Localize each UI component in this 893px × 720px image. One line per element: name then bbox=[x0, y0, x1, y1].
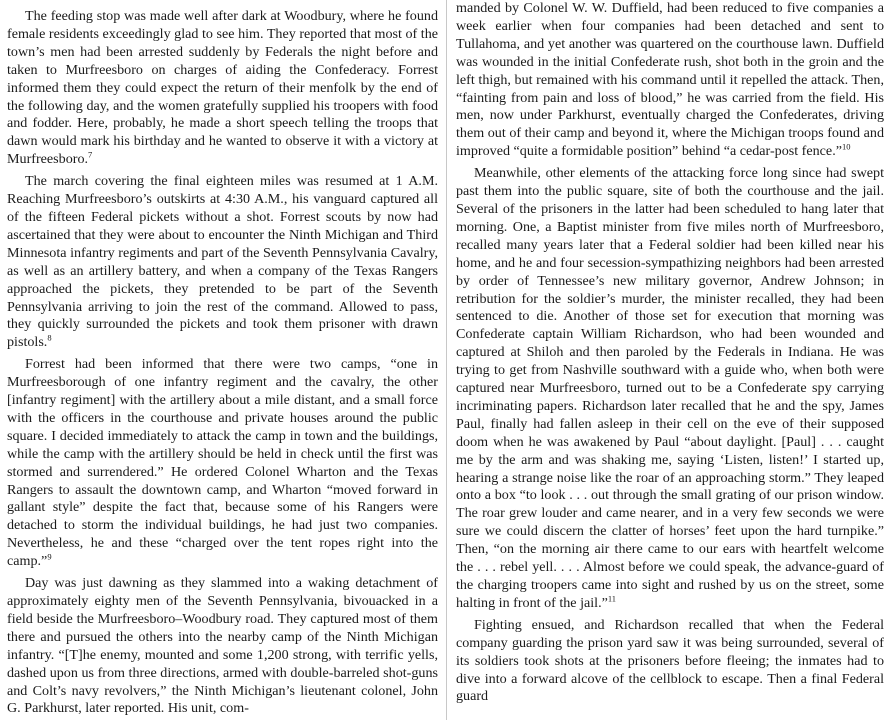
footnote-ref: 9 bbox=[47, 551, 52, 562]
footnote-ref: 10 bbox=[841, 141, 851, 152]
paragraph-two-camps: Forrest had been informed that there were two camps, “one in Murfreesborough of one infantry regiment and the cavalry, the other [infantry regiment] with the artillery about a mile distant, and a small force with the officers in the courthouse and private houses around the public square. I decided immediately to attack the camp in town and the buildings, while the camp with the artillery should be held in check until the first was stormed and surrendered.” He ordered Colonel Wharton and the Texas Rangers to assault the downtown camp, and Wharton “moved forward in gallant style” despite the fact that, because some of his Rangers were detached to storm the individual buildings, he had just two companies. Nevertheless, he and these “charged over the tent ropes right into the camp.”$^9$ bbox=[7, 356, 438, 570]
paragraph-public-square: Meanwhile, other elements of the attacking force long since had swept past them into the public square, site of both the courthouse and the jail. Several of the prisoners in the latter had been scheduled to hang later that morning. One, a Baptist minister from five miles north of Murfreesboro, recalled many years later that a Federal soldier had been killed near his home, and he and four secession-sympathizing neighbors had been arrested by order of Tennessee’s new military governor, Andrew Johnson; in retribution for the soldier’s murder, the minister recalled, they had been sentenced to die. Another of those set for execution that morning was Confederate captain William Richardson, who had been wounded and captured at Shiloh and then paroled by the Federals in Indiana. He was trying to get from Nashville southward with a guide who, when both were captured near Murfreesboro, turned out to be a Confederate spy carrying incriminating papers. Richardson later recalled that he and the spy, James Paul, finally had fallen asleep in their cell on the eve of their supposed doom when he was awakened by Paul “about daylight. [Paul] . . . caught me by the arm and was shaking me, saying ‘Listen, listen!’ I started up, hearing a strange noise like the roar of an approaching storm.” They leaped onto a box “to look . . . out through the small grating of our prison window. The roar grew louder and came nearer, and in a very few seconds we were sure we could discern the clatter of horses’ feet upon the hard turnpike.” Then, “on the morning air there came to our ears with heartfelt welcome the . . . rebel yell. . . . Almost before we could speak, the advance-guard of the charging troopers came into sight and rushed by us on the street, some halting in front of the jail.”$^{11}$ bbox=[456, 165, 884, 611]
paragraph-fighting: Fighting ensued, and Richardson recalled that when the Federal company guarding the prison yard saw it was being surrounded, several of its soldiers took shots at the prisoners before fleeing; the inmates had to dive into a forward alcove of the cellblock to escape. Then a final Federal guard bbox=[456, 616, 884, 705]
paragraph-woodbury: The feeding stop was made well after dark at Woodbury, where he found female residents exceedingly glad to see him. They reported that most of the town’s men had been arrested suddenly by Federals the night before and taken to Murfreesboro on charges of aiding the Confederacy. Forrest informed them they could expect the return of their menfolk by the end of the following day, and the women gratefully supplied his troopers with food and fodder. Here, probably, he made a short speech telling the troops that dawn would mark his birthday and he wanted to observe it with a victory at Murfreesboro.$^7$ bbox=[7, 8, 438, 168]
paragraph-duffield: manded by Colonel W. W. Duffield, had been reduced to five companies a week earlier when four companies had been detached and sent to Tullahoma, and yet another was quartered on the courthouse lawn. Duffield was wounded in the initial Confederate rush, shot both in the groin and the left thigh, but remained with his command until it repelled the attack. Then, “fainting from pain and loss of blood,” he was carried from the field. His men, now under Parkhurst, eventually charged the Confederates, driving them out of their camp and beyond it, where the Michigan troops found and improved “quite a formidable position” behind “a cedar-post fence.”$^{10}$ bbox=[456, 0, 884, 160]
right-column bbox=[447, 0, 893, 720]
footnote-ref: 8 bbox=[47, 332, 52, 343]
paragraph-dawning: Day was just dawning as they slammed into a waking detachment of approximately eighty men of the Seventh Pennsylvania, bivouacked in a field beside the Murfreesboro–Woodbury road. They captured most of them there and pursued the others into the nearby camp of the Ninth Michigan infantry. “[T]he enemy, mounted and some 1,200 strong, with terrific yells, dashed upon us from three directions, armed with double-barreled shot-guns and Colt’s navy revolvers,” the Ninth Michigan’s lieutenant colonel, John G. Parkhurst, later reported. His unit, com- bbox=[7, 575, 438, 717]
paragraph-march: The march covering the final eighteen miles was resumed at 1 A.M. Reaching Murfreesboro’s outskirts at 4:30 A.M., his vanguard captured all of the fifteen Federal pickets without a shot. Forrest scouts by now had ascertained that they were about to encounter the Ninth Michigan and Third Minnesota infantry regiments and part of the Seventh Pennsylvania Cavalry, as well as an artillery battery, and when a company of the Texas Rangers approached the pickets, they pretended to be part of the Seventh Pennsylvania arriving to join the rest of the command. Allowed to pass, they quickly surrounded the pickets and took them prisoner with drawn pistols.$^8$ bbox=[7, 173, 438, 351]
footnote-ref: 7 bbox=[88, 149, 93, 160]
footnote-ref: 11 bbox=[607, 593, 617, 604]
